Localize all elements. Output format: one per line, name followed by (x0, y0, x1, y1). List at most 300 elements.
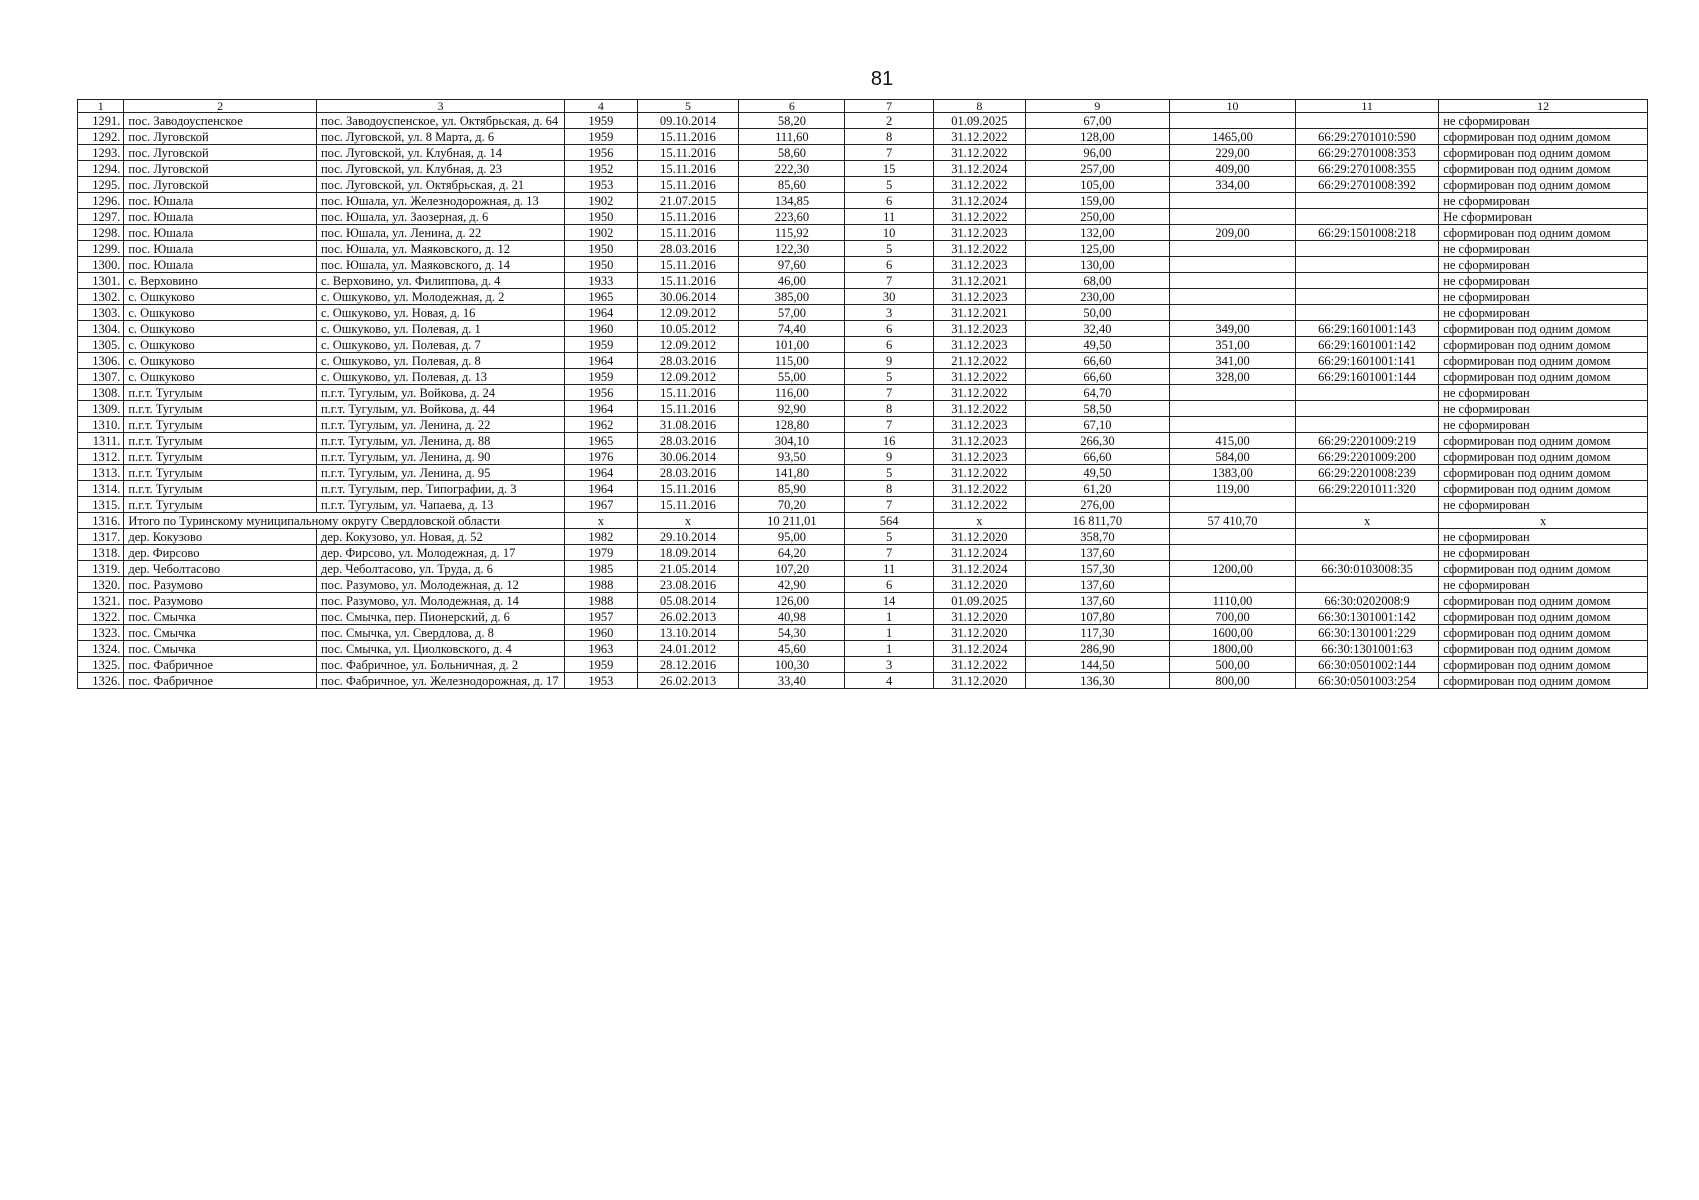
land-area (1169, 241, 1295, 257)
cadastral-number (1296, 417, 1439, 433)
living-area: 125,00 (1025, 241, 1169, 257)
row-number: 1307. (78, 369, 124, 385)
land-status: не сформирован (1439, 257, 1648, 273)
land-status: не сформирован (1439, 401, 1648, 417)
land-status: сформирован под одним домом (1439, 145, 1648, 161)
resettlement-date: 31.12.2023 (934, 225, 1026, 241)
table-row (78, 401, 1648, 417)
area: 141,80 (739, 465, 845, 481)
resettlement-date: 31.12.2020 (934, 609, 1026, 625)
row-number: 1324. (78, 641, 124, 657)
settlement: пос. Луговской (124, 177, 317, 193)
residents: 6 (845, 257, 934, 273)
row-number: 1317. (78, 529, 124, 545)
settlement: дер. Кокузово (124, 529, 317, 545)
area: 10 211,01 (739, 513, 845, 529)
settlement: пос. Юшала (124, 241, 317, 257)
area: 223,60 (739, 209, 845, 225)
year: 1959 (565, 369, 638, 385)
address: пос. Смычка, ул. Циолковского, д. 4 (316, 641, 564, 657)
survey-date: 29.10.2014 (637, 529, 739, 545)
land-area: 349,00 (1169, 321, 1295, 337)
land-status: не сформирован (1439, 273, 1648, 289)
year: 1976 (565, 449, 638, 465)
living-area: 250,00 (1025, 209, 1169, 225)
address: с. Ошкуково, ул. Полевая, д. 7 (316, 337, 564, 353)
address: пос. Фабричное, ул. Железнодорожная, д. 17 (316, 673, 564, 689)
area: 92,90 (739, 401, 845, 417)
row-number: 1297. (78, 209, 124, 225)
row-number: 1295. (78, 177, 124, 193)
table-row (78, 593, 1648, 609)
table-row (78, 481, 1648, 497)
address: п.г.т. Тугулым, ул. Ленина, д. 22 (316, 417, 564, 433)
cadastral-number: 66:29:1601001:141 (1296, 353, 1439, 369)
cadastral-number: 66:29:2201009:200 (1296, 449, 1439, 465)
address: пос. Луговской, ул. Клубная, д. 23 (316, 161, 564, 177)
cadastral-number (1296, 529, 1439, 545)
settlement: п.г.т. Тугулым (124, 401, 317, 417)
settlement: пос. Заводоуспенское (124, 113, 317, 129)
cadastral-number (1296, 497, 1439, 513)
area: 107,20 (739, 561, 845, 577)
table-row (78, 561, 1648, 577)
land-area (1169, 417, 1295, 433)
column-header: 5 (637, 100, 739, 113)
residents: 7 (845, 497, 934, 513)
settlement: пос. Луговской (124, 145, 317, 161)
cadastral-number: 66:29:1601001:142 (1296, 337, 1439, 353)
living-area: 68,00 (1025, 273, 1169, 289)
land-status: не сформирован (1439, 385, 1648, 401)
address: п.г.т. Тугулым, ул. Войкова, д. 24 (316, 385, 564, 401)
cadastral-number: 66:29:2201008:239 (1296, 465, 1439, 481)
year: 1959 (565, 113, 638, 129)
address: пос. Юшала, ул. Заозерная, д. 6 (316, 209, 564, 225)
land-status: Не сформирован (1439, 209, 1648, 225)
cadastral-number (1296, 273, 1439, 289)
residents: 6 (845, 321, 934, 337)
address: пос. Юшала, ул. Маяковского, д. 14 (316, 257, 564, 273)
land-status: не сформирован (1439, 577, 1648, 593)
living-area: 266,30 (1025, 433, 1169, 449)
table-row (78, 465, 1648, 481)
row-number: 1320. (78, 577, 124, 593)
settlement: дер. Фирсово (124, 545, 317, 561)
land-area: 328,00 (1169, 369, 1295, 385)
land-area: 229,00 (1169, 145, 1295, 161)
land-status: сформирован под одним домом (1439, 561, 1648, 577)
survey-date: 15.11.2016 (637, 177, 739, 193)
settlement: с. Ошкуково (124, 353, 317, 369)
land-area: 800,00 (1169, 673, 1295, 689)
address: пос. Юшала, ул. Ленина, д. 22 (316, 225, 564, 241)
year: 1959 (565, 129, 638, 145)
land-status: сформирован под одним домом (1439, 465, 1648, 481)
resettlement-date: 31.12.2024 (934, 545, 1026, 561)
cadastral-number: 66:30:0202008:9 (1296, 593, 1439, 609)
land-area: 351,00 (1169, 337, 1295, 353)
living-area: 257,00 (1025, 161, 1169, 177)
living-area: 358,70 (1025, 529, 1169, 545)
table-row (78, 385, 1648, 401)
survey-date: 21.07.2015 (637, 193, 739, 209)
resettlement-date: 31.12.2022 (934, 145, 1026, 161)
living-area: 144,50 (1025, 657, 1169, 673)
table-row (78, 193, 1648, 209)
living-area: 105,00 (1025, 177, 1169, 193)
resettlement-date: 31.12.2024 (934, 193, 1026, 209)
area: 54,30 (739, 625, 845, 641)
residents: 30 (845, 289, 934, 305)
resettlement-date: 31.12.2021 (934, 305, 1026, 321)
address: п.г.т. Тугулым, ул. Ленина, д. 95 (316, 465, 564, 481)
settlement: п.г.т. Тугулым (124, 417, 317, 433)
living-area: 230,00 (1025, 289, 1169, 305)
living-area: 50,00 (1025, 305, 1169, 321)
land-status: не сформирован (1439, 497, 1648, 513)
land-area: 1465,00 (1169, 129, 1295, 145)
cadastral-number: 66:29:2701008:392 (1296, 177, 1439, 193)
area: 128,80 (739, 417, 845, 433)
land-status: сформирован под одним домом (1439, 129, 1648, 145)
land-area: 1800,00 (1169, 641, 1295, 657)
year: 1950 (565, 257, 638, 273)
survey-date: 26.02.2013 (637, 673, 739, 689)
living-area: 49,50 (1025, 337, 1169, 353)
cadastral-number (1296, 193, 1439, 209)
area: 126,00 (739, 593, 845, 609)
survey-date: 28.03.2016 (637, 241, 739, 257)
year: 1959 (565, 337, 638, 353)
table-row (78, 145, 1648, 161)
land-area (1169, 401, 1295, 417)
table-row (78, 177, 1648, 193)
residents: 7 (845, 417, 934, 433)
address: с. Верховино, ул. Филиппова, д. 4 (316, 273, 564, 289)
table-row (78, 161, 1648, 177)
land-area: 1600,00 (1169, 625, 1295, 641)
cadastral-number: 66:29:2701010:590 (1296, 129, 1439, 145)
survey-date: 30.06.2014 (637, 449, 739, 465)
address: п.г.т. Тугулым, ул. Ленина, д. 90 (316, 449, 564, 465)
land-area: 500,00 (1169, 657, 1295, 673)
address: пос. Смычка, ул. Свердлова, д. 8 (316, 625, 564, 641)
table-row (78, 609, 1648, 625)
settlement: п.г.т. Тугулым (124, 481, 317, 497)
living-area: 136,30 (1025, 673, 1169, 689)
survey-date: 15.11.2016 (637, 225, 739, 241)
resettlement-date: 31.12.2022 (934, 465, 1026, 481)
land-area (1169, 289, 1295, 305)
settlement: пос. Юшала (124, 209, 317, 225)
year: х (565, 513, 638, 529)
land-area: 700,00 (1169, 609, 1295, 625)
settlement: с. Ошкуково (124, 289, 317, 305)
row-number: 1299. (78, 241, 124, 257)
year: 1957 (565, 609, 638, 625)
resettlement-date: 31.12.2022 (934, 369, 1026, 385)
land-area (1169, 497, 1295, 513)
year: 1964 (565, 401, 638, 417)
land-area: 57 410,70 (1169, 513, 1295, 529)
address: пос. Смычка, пер. Пионерский, д. 6 (316, 609, 564, 625)
survey-date: 15.11.2016 (637, 385, 739, 401)
land-status: сформирован под одним домом (1439, 337, 1648, 353)
settlement: с. Ошкуково (124, 321, 317, 337)
living-area: 107,80 (1025, 609, 1169, 625)
land-area (1169, 305, 1295, 321)
cadastral-number: 66:30:0103008:35 (1296, 561, 1439, 577)
settlement: пос. Фабричное (124, 673, 317, 689)
row-number: 1316. (78, 513, 124, 529)
year: 1979 (565, 545, 638, 561)
survey-date: 15.11.2016 (637, 129, 739, 145)
land-status: сформирован под одним домом (1439, 625, 1648, 641)
land-area: 1110,00 (1169, 593, 1295, 609)
resettlement-date: 31.12.2021 (934, 273, 1026, 289)
address: пос. Луговской, ул. Клубная, д. 14 (316, 145, 564, 161)
row-number: 1300. (78, 257, 124, 273)
resettlement-date: 31.12.2022 (934, 401, 1026, 417)
survey-date: 15.11.2016 (637, 145, 739, 161)
survey-date: 30.06.2014 (637, 289, 739, 305)
settlement: п.г.т. Тугулым (124, 465, 317, 481)
living-area: 64,70 (1025, 385, 1169, 401)
living-area: 61,20 (1025, 481, 1169, 497)
table-row (78, 129, 1648, 145)
address: п.г.т. Тугулым, ул. Ленина, д. 88 (316, 433, 564, 449)
area: 115,92 (739, 225, 845, 241)
address: п.г.т. Тугулым, пер. Типографии, д. 3 (316, 481, 564, 497)
table-row (78, 225, 1648, 241)
address: с. Ошкуково, ул. Полевая, д. 13 (316, 369, 564, 385)
settlement: пос. Луговской (124, 161, 317, 177)
cadastral-number (1296, 257, 1439, 273)
row-number: 1325. (78, 657, 124, 673)
area: 385,00 (739, 289, 845, 305)
table-row (78, 577, 1648, 593)
table-row (78, 433, 1648, 449)
residents: 9 (845, 353, 934, 369)
area: 95,00 (739, 529, 845, 545)
resettlement-date: 31.12.2022 (934, 657, 1026, 673)
table-row (78, 353, 1648, 369)
table-row (78, 113, 1648, 129)
area: 101,00 (739, 337, 845, 353)
year: 1964 (565, 353, 638, 369)
survey-date: 05.08.2014 (637, 593, 739, 609)
table-row (78, 545, 1648, 561)
land-status: не сформирован (1439, 241, 1648, 257)
residents: 16 (845, 433, 934, 449)
column-header: 8 (934, 100, 1026, 113)
land-area: 334,00 (1169, 177, 1295, 193)
land-area: 1383,00 (1169, 465, 1295, 481)
address: с. Ошкуково, ул. Полевая, д. 8 (316, 353, 564, 369)
row-number: 1305. (78, 337, 124, 353)
settlement: пос. Юшала (124, 257, 317, 273)
land-status: не сформирован (1439, 545, 1648, 561)
land-area (1169, 273, 1295, 289)
area: 58,60 (739, 145, 845, 161)
area: 40,98 (739, 609, 845, 625)
area: 134,85 (739, 193, 845, 209)
area: 222,30 (739, 161, 845, 177)
land-status: сформирован под одним домом (1439, 353, 1648, 369)
cadastral-number (1296, 209, 1439, 225)
area: 85,90 (739, 481, 845, 497)
survey-date: 28.03.2016 (637, 353, 739, 369)
year: 1965 (565, 289, 638, 305)
resettlement-date: 31.12.2024 (934, 641, 1026, 657)
survey-date: 31.08.2016 (637, 417, 739, 433)
settlement: пос. Разумово (124, 593, 317, 609)
land-area: 209,00 (1169, 225, 1295, 241)
residents: 7 (845, 145, 934, 161)
survey-date: 24.01.2012 (637, 641, 739, 657)
resettlement-date: 31.12.2023 (934, 417, 1026, 433)
land-status: сформирован под одним домом (1439, 593, 1648, 609)
year: 1960 (565, 321, 638, 337)
land-status: сформирован под одним домом (1439, 449, 1648, 465)
address: пос. Разумово, ул. Молодежная, д. 12 (316, 577, 564, 593)
row-number: 1294. (78, 161, 124, 177)
cadastral-number (1296, 113, 1439, 129)
cadastral-number (1296, 241, 1439, 257)
settlement: п.г.т. Тугулым (124, 497, 317, 513)
row-number: 1308. (78, 385, 124, 401)
column-header: 10 (1169, 100, 1295, 113)
table-row (78, 209, 1648, 225)
table-row (78, 497, 1648, 513)
row-number: 1310. (78, 417, 124, 433)
residents: 8 (845, 401, 934, 417)
year: 1960 (565, 625, 638, 641)
settlement: с. Ошкуково (124, 337, 317, 353)
table-row (78, 273, 1648, 289)
row-number: 1311. (78, 433, 124, 449)
residents: 5 (845, 369, 934, 385)
table-row (78, 449, 1648, 465)
address: с. Ошкуково, ул. Молодежная, д. 2 (316, 289, 564, 305)
row-number: 1315. (78, 497, 124, 513)
residents: 6 (845, 577, 934, 593)
cadastral-number: 66:29:2201011:320 (1296, 481, 1439, 497)
settlement: пос. Фабричное (124, 657, 317, 673)
land-area (1169, 113, 1295, 129)
year: 1988 (565, 593, 638, 609)
total-row (78, 513, 1648, 529)
survey-date: 15.11.2016 (637, 497, 739, 513)
living-area: 16 811,70 (1025, 513, 1169, 529)
address: пос. Разумово, ул. Молодежная, д. 14 (316, 593, 564, 609)
area: 70,20 (739, 497, 845, 513)
land-status: сформирован под одним домом (1439, 161, 1648, 177)
row-number: 1313. (78, 465, 124, 481)
residents: 5 (845, 241, 934, 257)
area: 45,60 (739, 641, 845, 657)
land-status: сформирован под одним домом (1439, 609, 1648, 625)
resettlement-date: 31.12.2023 (934, 449, 1026, 465)
cadastral-number: 66:30:1301001:229 (1296, 625, 1439, 641)
survey-date: 12.09.2012 (637, 369, 739, 385)
area: 111,60 (739, 129, 845, 145)
living-area: 159,00 (1025, 193, 1169, 209)
area: 42,90 (739, 577, 845, 593)
column-header: 12 (1439, 100, 1648, 113)
residents: 3 (845, 305, 934, 321)
settlement: с. Верховино (124, 273, 317, 289)
year: 1956 (565, 385, 638, 401)
cadastral-number: х (1296, 513, 1439, 529)
cadastral-number (1296, 545, 1439, 561)
area: 100,30 (739, 657, 845, 673)
row-number: 1321. (78, 593, 124, 609)
resettlement-date: 31.12.2022 (934, 177, 1026, 193)
year: 1962 (565, 417, 638, 433)
land-status: сформирован под одним домом (1439, 433, 1648, 449)
resettlement-date: 31.12.2023 (934, 433, 1026, 449)
land-status: не сформирован (1439, 305, 1648, 321)
row-number: 1314. (78, 481, 124, 497)
land-area: 409,00 (1169, 161, 1295, 177)
area: 46,00 (739, 273, 845, 289)
column-header: 4 (565, 100, 638, 113)
living-area: 286,90 (1025, 641, 1169, 657)
cadastral-number: 66:29:2701008:353 (1296, 145, 1439, 161)
land-area (1169, 209, 1295, 225)
year: 1902 (565, 225, 638, 241)
living-area: 66,60 (1025, 449, 1169, 465)
cadastral-number: 66:29:1601001:143 (1296, 321, 1439, 337)
year: 1953 (565, 673, 638, 689)
survey-date: 15.11.2016 (637, 209, 739, 225)
resettlement-date: 31.12.2022 (934, 209, 1026, 225)
table-row (78, 529, 1648, 545)
row-number: 1323. (78, 625, 124, 641)
land-status: сформирован под одним домом (1439, 641, 1648, 657)
resettlement-date: 31.12.2022 (934, 497, 1026, 513)
year: 1967 (565, 497, 638, 513)
settlement: пос. Разумово (124, 577, 317, 593)
cadastral-number: 66:30:0501003:254 (1296, 673, 1439, 689)
year: 1933 (565, 273, 638, 289)
table-row (78, 289, 1648, 305)
land-status: не сформирован (1439, 417, 1648, 433)
land-status: не сформирован (1439, 113, 1648, 129)
year: 1982 (565, 529, 638, 545)
settlement: пос. Юшала (124, 225, 317, 241)
area: 64,20 (739, 545, 845, 561)
row-number: 1302. (78, 289, 124, 305)
survey-date: 13.10.2014 (637, 625, 739, 641)
residents: 15 (845, 161, 934, 177)
living-area: 67,00 (1025, 113, 1169, 129)
resettlement-date: 31.12.2022 (934, 481, 1026, 497)
land-status: не сформирован (1439, 289, 1648, 305)
row-number: 1303. (78, 305, 124, 321)
table-row (78, 641, 1648, 657)
settlement: пос. Смычка (124, 625, 317, 641)
survey-date: 10.05.2012 (637, 321, 739, 337)
resettlement-date: 31.12.2023 (934, 321, 1026, 337)
cadastral-number (1296, 289, 1439, 305)
land-area (1169, 193, 1295, 209)
address: дер. Чеболтасово, ул. Труда, д. 6 (316, 561, 564, 577)
resettlement-date: 31.12.2024 (934, 561, 1026, 577)
residents: 8 (845, 129, 934, 145)
